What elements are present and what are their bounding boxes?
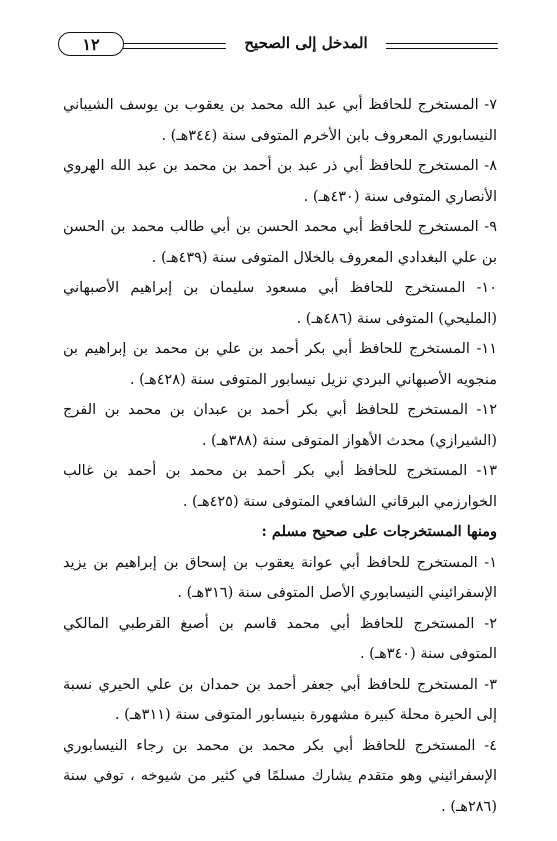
paragraph: ١٣- المستخرج للحافظ أبي بكر أحمد بن محمد بن أحمد بن غالب الخوارزمي البرقاني الشافعي المتوفى سنة (٤٢٥هـ) . [63, 463, 497, 510]
page-body [63, 90, 497, 822]
paragraph: ١٢- المستخرج للحافظ أبي بكر أحمد بن عبدان بن محمد بن الفرج (الشيرازي) محدث الأهواز المتوفى سنة (٣٨٨هـ) . [63, 402, 497, 449]
paragraph: ٩- المستخرج للحافظ أبي محمد الحسن بن أبي طالب محمد بن الحسن بن علي البغدادي المعروف بالخلال المتوفى سنة (٤٣٩هـ) . [63, 219, 497, 266]
paragraph: ١٠- المستخرج للحافظ أبي مسعود سليمان بن إبراهيم الأصبهاني (المليحي) المتوفى سنة (٤٨٦هـ) . [63, 280, 497, 327]
paragraph: ١١- المستخرج للحافظ أبي بكر أحمد بن علي بن محمد بن إبراهيم بن منجويه الأصبهاني البردي نزيل نيسابور المتوفى سنة (٤٢٨هـ) . [63, 341, 497, 388]
section-heading: ومنها المستخرجات على صحيح مسلم : [261, 523, 497, 540]
paragraph: ٣- المستخرج للحافظ أبي جعفر أحمد بن حمدان بن علي الحيري نسبة إلى الحيرة محلة كبيرة مشهورة بنيسابور المتوفى سنة (٣١١هـ) . [63, 676, 497, 723]
page-number: ١٢ [58, 32, 124, 56]
paragraph: ٧- المستخرج للحافظ أبي عبد الله محمد بن يعقوب بن يوسف الشيباني النيسابوري المعروف بابن الأخرم المتوفى سنة (٣٤٤هـ) . [63, 97, 497, 144]
paragraph: ٤- المستخرج للحافظ أبي بكر محمد بن محمد بن رجاء النيسابوري الإسفرائيني وهو متقدم يشارك مسلمًا في كثير من شيوخه ، توفي سنة (٢٨٦هـ) . [63, 737, 497, 815]
paragraph: ٨- المستخرج للحافظ أبي ذر عبد بن أحمد بن محمد بن عبد الله الهروي الأنصاري المتوفى سنة (٤٣٠هـ) . [63, 158, 497, 205]
paragraph: ٢- المستخرج للحافظ أبي محمد قاسم بن أصبغ القرطبي المالكي المتوفى سنة (٣٤٠هـ) . [63, 615, 497, 662]
running-title: المدخل إلى الصحيح [226, 34, 386, 52]
page-header [58, 30, 498, 60]
paragraph: ١- المستخرج للحافظ أبي عوانة يعقوب بن إسحاق بن إبراهيم بن يزيد الإسفرائيني النيسابوري الأصل المتوفى سنة (٣١٦هـ) . [63, 554, 497, 601]
